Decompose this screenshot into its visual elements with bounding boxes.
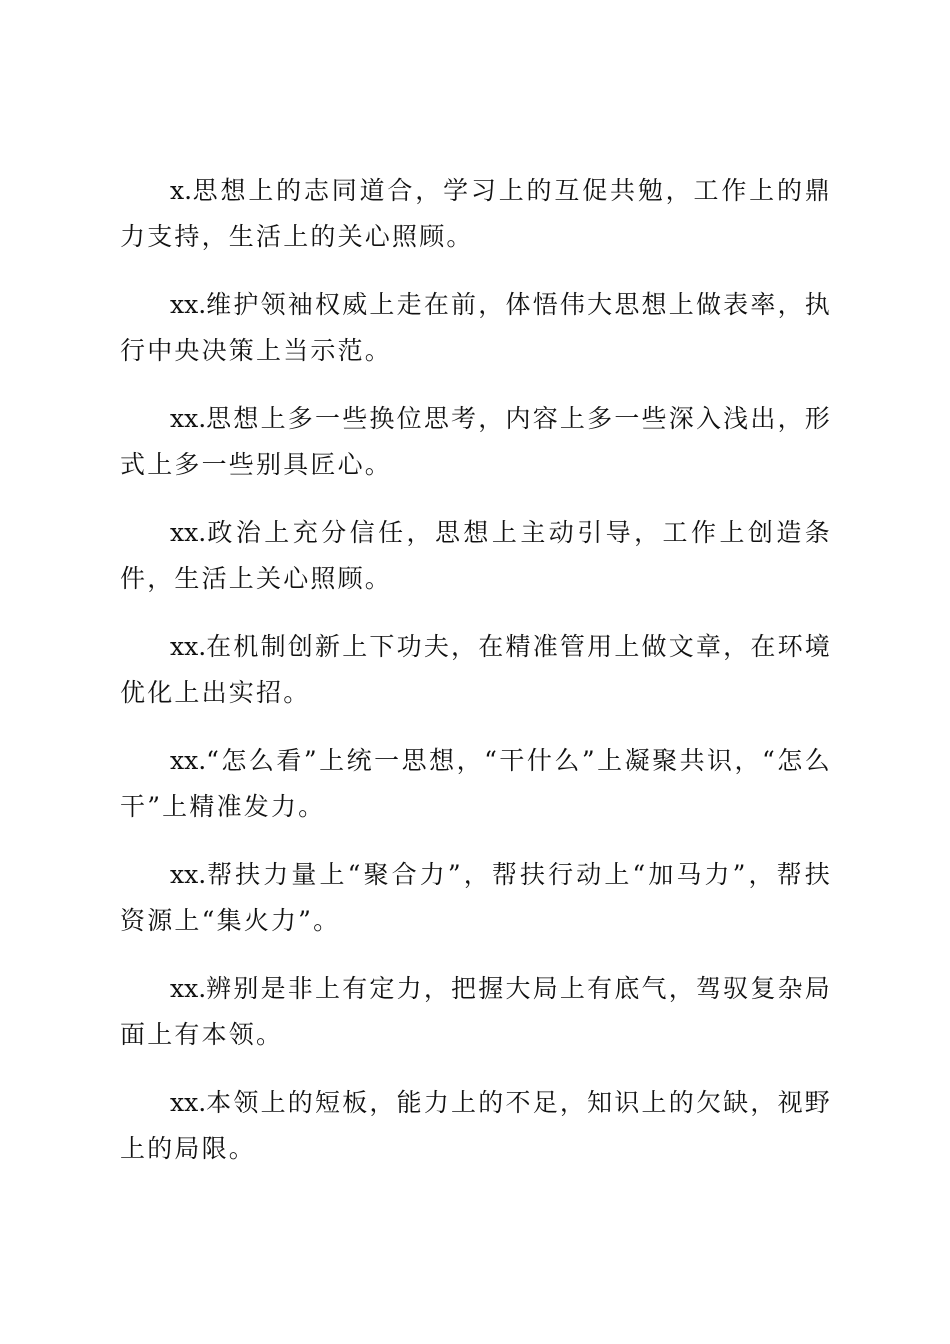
paragraph-number: xx. bbox=[170, 632, 207, 661]
paragraph-text: 帮扶力量上“聚合力”，帮扶行动上“加马力”，帮扶资源上“集火力”。 bbox=[120, 860, 832, 935]
paragraph-text: 在机制创新上下功夫，在精准管用上做文章，在环境优化上出实招。 bbox=[120, 632, 832, 707]
paragraph-8 bbox=[120, 966, 832, 1058]
paragraph-6 bbox=[120, 738, 832, 830]
paragraph-5 bbox=[120, 624, 832, 716]
paragraph-number: xx. bbox=[170, 404, 207, 433]
paragraph-3 bbox=[120, 396, 832, 488]
paragraph-number: xx. bbox=[170, 1088, 207, 1117]
paragraph-2 bbox=[120, 282, 832, 374]
paragraph-9 bbox=[120, 1080, 832, 1172]
paragraph-4 bbox=[120, 510, 832, 602]
paragraph-text: “怎么看”上统一思想，“干什么”上凝聚共识，“怎么干”上精准发力。 bbox=[120, 746, 832, 821]
document-body bbox=[120, 168, 832, 1194]
paragraph-text: 政治上充分信任，思想上主动引导，工作上创造条件，生活上关心照顾。 bbox=[120, 518, 832, 593]
paragraph-number: x. bbox=[170, 176, 193, 205]
paragraph-text: 思想上的志同道合，学习上的互促共勉，工作上的鼎力支持，生活上的关心照顾。 bbox=[120, 176, 832, 251]
paragraph-text: 维护领袖权威上走在前，体悟伟大思想上做表率，执行中央决策上当示范。 bbox=[120, 290, 832, 365]
paragraph-number: xx. bbox=[170, 290, 207, 319]
paragraph-text: 思想上多一些换位思考，内容上多一些深入浅出，形式上多一些别具匠心。 bbox=[120, 404, 832, 479]
paragraph-number: xx. bbox=[170, 518, 207, 547]
paragraph-number: xx. bbox=[170, 974, 207, 1003]
paragraph-text: 本领上的短板，能力上的不足，知识上的欠缺，视野上的局限。 bbox=[120, 1088, 832, 1163]
paragraph-number: xx. bbox=[170, 860, 207, 889]
paragraph-1 bbox=[120, 168, 832, 260]
paragraph-7 bbox=[120, 852, 832, 944]
paragraph-text: 辨别是非上有定力，把握大局上有底气，驾驭复杂局面上有本领。 bbox=[120, 974, 832, 1049]
paragraph-number: xx. bbox=[170, 746, 207, 775]
